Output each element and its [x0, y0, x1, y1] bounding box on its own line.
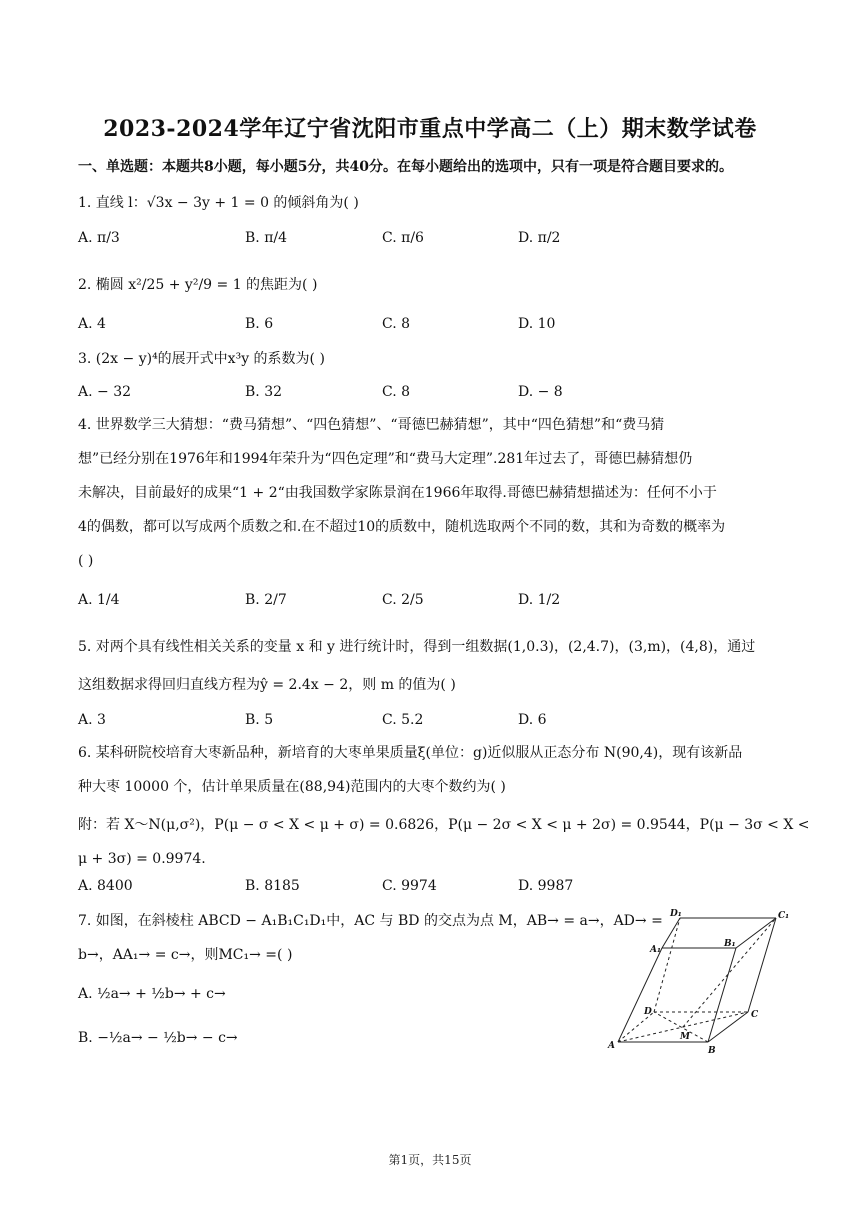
question-5: [78, 630, 790, 702]
question-2-text: 2. 椭圆 x²/25 + y²/9 = 1 的焦距为( ): [78, 277, 318, 293]
question-4-line: 未解决，目前最好的成果“1 + 2“由我国数学家陈景润在1966年取得.哥德巴赫猜想描述为：任何不小于: [78, 485, 717, 501]
question-1: [78, 186, 790, 220]
segment-mc1: [683, 918, 776, 1027]
option-d: D. − 8: [518, 384, 563, 400]
edge-aa1: [618, 948, 662, 1042]
question-4-options: [78, 592, 790, 620]
question-7: [78, 904, 663, 972]
page-footer: 第1页，共15页: [388, 1153, 472, 1167]
option-a: A. 3: [78, 712, 106, 728]
question-6-line: 种大枣 10000 个，估计单果质量在(88,94)范围内的大枣个数约为( ): [78, 779, 506, 795]
label-a: A: [608, 1041, 615, 1051]
question-7-line: b→，AA₁→ = c→，则MC₁→ =( ): [78, 947, 293, 963]
question-3-text: 3. (2x − y)⁴的展开式中x³y 的系数为( ): [78, 351, 325, 367]
question-2-options: [78, 316, 790, 344]
option-c: C. 9974: [382, 878, 437, 894]
label-c1: C₁: [778, 911, 790, 921]
page-title: 2023-2024学年辽宁省沈阳市重点中学高二（上）期末数学试卷: [103, 116, 757, 142]
option-c: C. 8: [382, 316, 411, 332]
edge-dd1: [654, 918, 680, 1012]
question-5-line: 5. 对两个具有线性相关关系的变量 x 和 y 进行统计时，得到一组数据(1,0.3)，(2,4.7)，(3,m)，(4,8)，通过: [78, 639, 756, 655]
label-m: M: [680, 1032, 690, 1042]
option-d: D. π/2: [518, 230, 561, 246]
option-b: B. 6: [245, 316, 274, 332]
option-d: D. 6: [518, 712, 547, 728]
option-d: D. 9987: [518, 878, 574, 894]
question-1-text: 1. 直线 l：√3x − 3y + 1 = 0 的倾斜角为( ): [78, 195, 359, 211]
option-b: B. 5: [245, 712, 274, 728]
option-a: A. π/3: [78, 230, 120, 246]
option-b: B. 8185: [245, 878, 300, 894]
option-a: A. 1/4: [78, 592, 120, 608]
edge-bc: [708, 1012, 748, 1042]
label-d1: D₁: [670, 909, 682, 919]
option-b: B. −½a→ − ½b→ − c→: [78, 1030, 238, 1046]
option-a: A. 4: [78, 316, 106, 332]
question-7-line: 7. 如图，在斜棱柱 ABCD − A₁B₁C₁D₁中，AC 与 BD 的交点为点 M，AB→ = a→，AD→ =: [78, 913, 663, 929]
option-c: C. 2/5: [382, 592, 424, 608]
question-3: [78, 342, 790, 376]
option-c: C. 8: [382, 384, 411, 400]
question-1-options: [78, 230, 790, 258]
question-4: [78, 408, 790, 578]
label-a1: A₁: [650, 945, 661, 955]
question-6-line: 附：若 X～N(μ,σ²)，P(μ − σ < X < μ + σ) = 0.6826，P(μ − 2σ < X < μ + 2σ) = 0.9544，P(μ − 3σ < X <: [78, 817, 810, 833]
edge-a1d1: [662, 918, 680, 948]
prism-figure: [604, 906, 792, 1056]
edge-cc1: [748, 918, 776, 1012]
question-6-options: [78, 878, 790, 906]
question-5-line: 这组数据求得回归直线方程为ŷ = 2.4x − 2，则 m 的值为( ): [78, 677, 456, 693]
label-c: C: [751, 1010, 759, 1020]
option-b: B. π/4: [245, 230, 288, 246]
option-b: B. 32: [245, 384, 283, 400]
question-2: [78, 268, 790, 302]
option-a: A. − 32: [78, 384, 132, 400]
option-b: B. 2/7: [245, 592, 287, 608]
edge-b1c1: [736, 918, 776, 948]
question-4-line: 4的偶数，都可以写成两个质数之和.在不超过10的质数中，随机选取两个不同的数，其和为奇数的概率为: [78, 519, 726, 535]
section-heading: 一、单选题：本题共8小题，每小题5分，共40分。在每小题给出的选项中，只有一项是符合题目要求的。: [78, 159, 733, 175]
question-4-line: 4. 世界数学三大猜想：“费马猜想”、“四色猜想”、“哥德巴赫猜想”，其中“四色猜想”和“费马猜: [78, 417, 665, 433]
question-4-line: ( ): [78, 553, 94, 569]
question-6-line: 6. 某科研院校培育大枣新品种，新培育的大枣单果质量ξ(单位：g)近似服从正态分布 N(90,4)，现有该新品: [78, 745, 743, 761]
option-a: A. 8400: [78, 878, 133, 894]
question-6: [78, 736, 810, 876]
option-c: C. π/6: [382, 230, 424, 246]
question-4-line: 想”已经分别在1976年和1994年荣升为“四色定理”和“费马大定理”.281年过去了，哥德巴赫猜想仍: [78, 451, 693, 467]
option-a: A. ½a→ + ½b→ + c→: [78, 986, 226, 1002]
edge-bb1: [708, 948, 736, 1042]
option-d: D. 10: [518, 316, 556, 332]
question-6-line: μ + 3σ) = 0.9974.: [78, 851, 206, 867]
option-c: C. 5.2: [382, 712, 424, 728]
label-b1: B₁: [724, 939, 736, 949]
label-d: D: [644, 1007, 652, 1017]
option-d: D. 1/2: [518, 592, 561, 608]
label-b: B: [708, 1046, 716, 1056]
